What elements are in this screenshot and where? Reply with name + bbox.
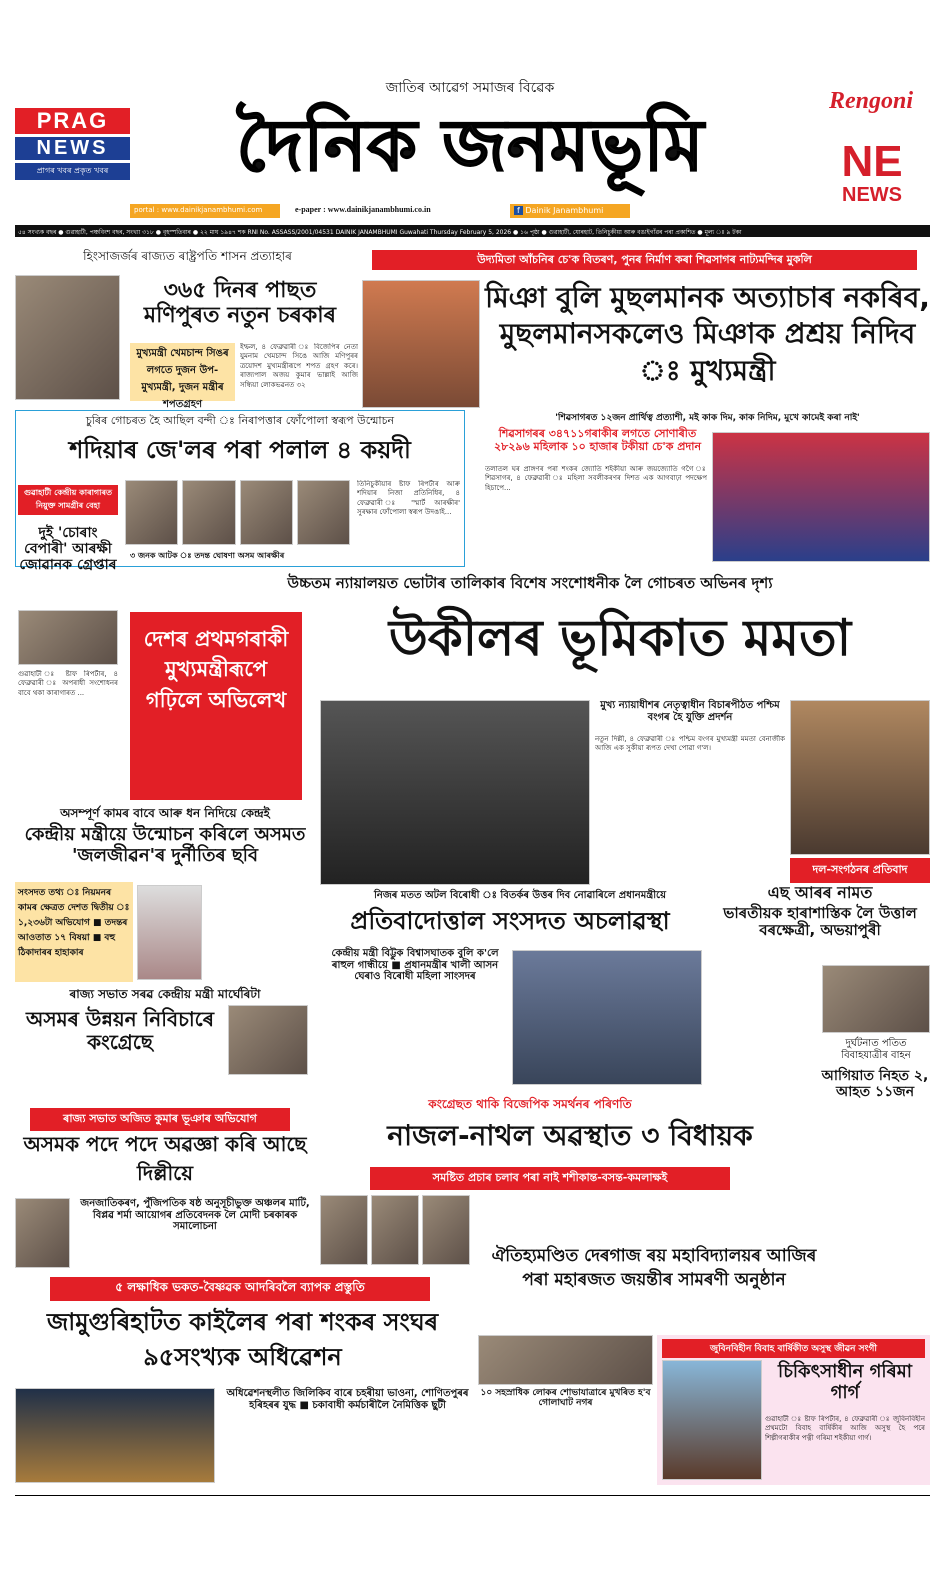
portal-link[interactable]: portal : www.dainikjanambhumi.com — [130, 204, 280, 218]
cm-banner: উদ্যমিতা আঁচনিৰ চে'ক বিতৰণ, পুনৰ নিৰ্মাণ কৰা শিৱসাগৰ নাট্যমন্দিৰ মুকলি — [372, 250, 917, 270]
facebook-link[interactable] — [510, 204, 630, 218]
jj-headline: কেন্দ্ৰীয় মন্ত্ৰীয়ে উন্মোচন কৰিলে অসমত 'জলজীৱন'ৰ দুৰ্নীতিৰ ছবি — [24, 824, 306, 866]
accident-caption: দুৰ্ঘটনাত পতিত বিবাহযাত্ৰীৰ বাহন — [841, 1038, 911, 1061]
dateline-bar: ৫৪ সংখ্যক বছৰ ● গুৱাহাটী, পঞ্চবিংশ বছৰ, সংখ্যা ৩১৮ ● বৃহস্পতিবাৰ ● ২২ মাঘ ১৯৪৭ শক RNI No. ASSASS/2001/04531 DAINIK JANAMBHUMI Guwahati Thursday February 5, 2026 ● ১৬ পৃষ্ঠা ● গুৱাহাটী, যোৰহাট, তিনিচুকীয়া আৰু বঙাইগাঁৱৰ পৰা প্ৰকাশিত ● মূল্য ঃ ৯ টকা — [15, 225, 930, 237]
garima-banner: জুবিনবিহীন বিবাহ বাৰ্ষিকীত অসুস্থ জীৱন সংগী — [662, 1339, 925, 1358]
parl-headline: প্ৰতিবাদোত্তাল সংসদত অচলাৱস্থা — [350, 907, 670, 935]
prag-news-logo — [15, 108, 130, 186]
police-headline: দুই 'চোৰাং বেপাৰী' আৰক্ষী জোৱানক গ্ৰেপ্তাৰ — [19, 525, 117, 574]
epaper-link[interactable]: e-paper : www.dainikjanambhumi.co.in — [295, 205, 431, 214]
sadiya-headline: শদিয়াৰ জে'লৰ পৰা পলাল ৪ কয়দী — [69, 436, 411, 464]
mla-photos — [320, 1195, 470, 1265]
sankar-photo — [15, 1388, 215, 1483]
police-photos — [18, 610, 118, 665]
bhuyan-sub: জনজাতিকৰণ, পুঁজিপতিক ষষ্ঠ অনুসূচীভুক্ত অঞ্চলৰ মাটি, বিপ্লৱ শৰ্মা আয়োগৰ প্ৰতিবেদনক লৈ মোদী চৰকাৰক সমালোচনা — [80, 1198, 310, 1232]
bhuyan-banner: ৰাজ্য সভাত অজিত কুমাৰ ভূঞাৰ অভিযোগ — [30, 1108, 290, 1131]
logo-text: NEWS — [15, 137, 130, 160]
bottom-rule — [15, 1495, 930, 1496]
logo-text: NEWS — [842, 184, 902, 206]
facebook-label: Dainik Janambhumi — [525, 206, 604, 215]
manipur-kicker: হিংসাজৰ্জৰ ৰাজ্যত ৰাষ্ট্ৰপতি শাসন প্ৰত্যাহাৰ — [83, 249, 292, 263]
sankar-headline: জামুগুৰিহাটত কাইলৈৰ পৰা শংকৰ সংঘৰ ৯৫সংখ্যক অধিৱেশন — [46, 1308, 439, 1371]
cm-body: তলাতল ঘৰ প্ৰাঙ্গণৰ পৰা শংকৰ জ্যোতি শইকীয়া আৰু জয়জ্যোতি গগৈ ঃ শিৱসাগৰ, ৪ ফেব্ৰুৱাৰী ঃ মহিলা সবলীকৰণৰ দিশত এক আগবাঢ়া পদক্ষেপ হিচাপে... — [485, 465, 707, 492]
jj-kicker: অসম্পূৰ্ণ কামৰ বাবে আৰু ধন নিদিয়ে কেন্দ্ৰই — [60, 806, 270, 820]
logo-text: NE — [841, 137, 903, 186]
parl-kicker: নিজৰ মতত অটল বিৰোধী ঃ বিতৰ্কৰ উত্তৰ দিব নোৱাৰিলে প্ৰধানমন্ত্ৰীয়ে — [374, 890, 666, 901]
sankar-sub: অধিৱেশনস্থলীত জিলিকিব বাৰে চহৰীয়া ভাওনা, শোণিতপুৰৰ হৰিহৰৰ যুদ্ধ ■ চকাবাধী কৰ্মচাৰীলৈ নৈমিত্তিক ছুটী — [226, 1388, 469, 1411]
facebook-icon: f — [514, 206, 523, 215]
sadiya-kicker: চুৰিৰ গোচৰত হৈ আছিল বন্দী ঃ নিৰাপত্তাৰ ফোঁপোলা স্বৰূপ উন্মোচন — [85, 414, 395, 427]
sankar-banner: ৫ লক্ষাধিক ভকত-বৈষ্ণৱক আদৰিবলৈ ব্যাপক প্ৰস্তুতি — [50, 1277, 430, 1301]
mla-kicker: কংগ্ৰেছত থাকি বিজেপিক সমৰ্থনৰ পৰিণতি — [428, 1097, 632, 1111]
sadiya-photos — [125, 480, 350, 545]
masthead-tagline: জাতিৰ আৱেগ সমাজৰ বিৱেক — [385, 80, 555, 96]
mp-photo — [228, 1005, 308, 1075]
cm-headline: মিঞা বুলি মুছলমানক অত্যাচাৰ নকৰিব, মুছলমানসকলেও মিঞাক প্ৰশ্ৰয় নিদিব ঃ মুখ্যমন্ত্ৰী — [485, 281, 930, 387]
parliament-photo — [512, 950, 702, 1085]
cm-sub: শিৱসাগৰৰ ৩৪৭১১গৰাকীৰ লগতে সোণাৰীত ২৮২৯৬ মহিলাক ১০ হাজাৰ টকীয়া চে'ক প্ৰদান — [493, 427, 702, 453]
sadiya-caption: ৩ জনক আটক ঃ তদন্ত ঘোষণা অসম আৰক্ষীৰ — [130, 551, 285, 560]
escapee-photo — [182, 480, 235, 545]
mp-headline: অসমৰ উন্নয়ন নিবিচাৰে কংগ্ৰেছে — [26, 1007, 214, 1054]
mla-headline: নাজল-নাথল অৱস্থাত ৩ বিধায়ক — [387, 1119, 753, 1152]
escapee-photo — [125, 480, 178, 545]
minister-photo — [137, 885, 202, 980]
police-tag: গুৱাহাটী কেন্দ্ৰীয় কাৰাগাৰত নিয়ুক্ত সামগ্ৰীৰ বেহা — [18, 485, 118, 515]
college-caption: ১০ সহস্ৰাধিক লোকৰ শোভাযাত্ৰাৰে মুখৰিত হ'ব গোলাঘাট নগৰ — [480, 1388, 651, 1409]
mla-banner: সমষ্টিত প্ৰচাৰ চলাব পৰা নাই শশীকান্ত-বসন্ত-কমলাক্ষই — [370, 1167, 730, 1190]
sc-headline: উকীলৰ ভূমিকাত মমতা — [388, 609, 852, 667]
escapee-photo — [297, 480, 350, 545]
protest-photo — [822, 965, 930, 1033]
accident-headline: আগিয়াত নিহত ২, আহত ১১জন — [821, 1068, 929, 1101]
manipur-photo — [15, 275, 120, 400]
sc-kicker: উচ্চতম ন্যায়ালয়ত ভোটাৰ তালিকাৰ বিশেষ সংশোধনীক লৈ গোচৰত অভিনৰ দৃশ্য — [287, 574, 773, 592]
bhuyan-photo — [15, 1198, 70, 1268]
sadiya-body: তিনিচুকীয়াৰ ষ্টাফ ৰিপৰ্টাৰ আৰু শদিয়াৰ নিজা প্ৰতিনিধিৰ, ৪ ফেব্ৰুৱাৰী ঃ 'স্মাৰ্ট আৰক্ষীৰ' সুৰক্ষাৰ ফোঁপোলা স্বৰূপ উদঙাই... — [357, 480, 460, 517]
sc-sub: মুখ্য ন্যায়াধীশৰ নেতৃত্বাধীন বিচাৰপীঠত পশ্চিম বংগৰ হৈ যুক্তি প্ৰদৰ্শন — [600, 700, 780, 723]
mamata-photo — [790, 700, 930, 855]
mla-photo — [371, 1195, 419, 1265]
garima-photo — [662, 1360, 762, 1480]
mp-kicker: ৰাজ্য সভাত সৰৱ কেন্দ্ৰীয় মন্ত্ৰী মাৰ্ঘেৰিটা — [69, 987, 261, 1001]
parl-sub: কেন্দ্ৰীয় মন্ত্ৰী বিট্টুক বিশ্বাসঘাতক বুলি ক'লে ৰাহুল গান্ধীয়ে ■ প্ৰধানমন্ত্ৰীৰ খালী আসন ঘেৰাও বিৰোধী মহিলা সাংসদৰ — [331, 948, 499, 982]
police-body: গুৱাহাটী ঃ ষ্টাফ ৰিপৰ্টাৰ, ৪ ফেব্ৰুৱাৰী ঃ অপৰাধী সংশোধনৰ বাবে থকা কাৰাগাৰত ... — [18, 670, 118, 697]
sc-red-box: দেশৰ প্ৰথমগৰাকী মুখ্যমন্ত্ৰীৰূপে গঢ়িলে অভিলেখ — [130, 612, 302, 800]
college-photo — [478, 1335, 653, 1385]
bhuyan-headline: অসমক পদে পদে অৱজ্ঞা কৰি আছে দিল্লীয়ে — [23, 1132, 307, 1185]
mla-photo — [320, 1195, 368, 1265]
sc-photo — [320, 700, 590, 885]
manipur-box: মুখ্যমন্ত্ৰী খেমচান্দ সিঙৰ লগতে দুজন উপ-মুখ্যমন্ত্ৰী, দুজন মন্ত্ৰীৰ শপতগ্ৰহণ — [130, 343, 235, 401]
sc-tag: দল-সংগঠনৰ প্ৰতিবাদ — [790, 858, 930, 883]
logo-text: Rengoni — [828, 88, 914, 114]
jj-box: সংসদত তথ্য ঃ নিয়মনৰ কামৰ ক্ষেত্ৰত দেশত দ্বিতীয় ঃ ১,২৩৬টা অভিযোগ ■ তদন্তৰ আওতাত ১৭ বিষয়া ■ বহু ঠিকাদাৰৰ হাহাকাৰ — [15, 882, 133, 982]
rengoni-logo — [812, 88, 930, 115]
cm-cheque-photo — [712, 432, 930, 562]
garima-body: গুৱাহাটী ঃ ষ্টাফ ৰিপৰ্টাৰ, ৪ ফেব্ৰুৱাৰী ঃ জুবিনবিহীন প্ৰথমটো বিবাহ বাৰ্ষিকীৰ আজি অসুস্থ হৈ পৰে শিল্পীগৰাকীৰ পত্নী গৰিমা শইকীয়া গাৰ্গ। — [765, 1415, 925, 1442]
sc-body: নতুন দিল্লী, ৪ ফেব্ৰুৱাৰী ঃ পশ্চিম বংগৰ মুখ্যমন্ত্ৰী মমতা বেনাৰ্জীক আজি এক সুকীয়া ৰূপত দেখা পোৱা গ'ল। — [595, 735, 785, 753]
garima-headline: চিকিৎসাধীন গৰিমা গাৰ্গ — [778, 1361, 912, 1403]
logo-text: PRAG — [15, 108, 130, 134]
bd-headline: ভাৰতীয়ক হাৰাশাস্তিক লৈ উত্তাল বৰক্ষেত্ৰী, অভয়াপুৰী — [723, 904, 917, 940]
college-headline: ঐতিহ্যমণ্ডিত দেৰগাজ ৰয় মহাবিদ্যালয়ৰ আজিৰ পৰা মহাৰজত জয়ন্তীৰ সামৰণী অনুষ্ঠান — [491, 1246, 817, 1290]
cm-photo — [362, 280, 480, 408]
ne-news-logo — [822, 137, 922, 207]
manipur-headline: ৩৬৫ দিনৰ পাছত মণিপুৰত নতুন চৰকাৰ — [143, 278, 337, 329]
logo-text: প্ৰাগৰ খবৰ প্ৰকৃত খবৰ — [15, 163, 130, 180]
escapee-photo — [240, 480, 293, 545]
cm-quote: 'শিৱসাগৰত ১২জন প্ৰাৰ্থিত্ব প্ৰত্যাশী, মই কাক দিম, কাক নিদিম, মুখে কামেই কৰা নাই' — [555, 413, 860, 423]
bd-kicker: এছ আৰৰ নামত — [767, 883, 873, 902]
manipur-body: ইম্ফল, ৪ ফেব্ৰুৱাৰী ঃ বিজেপিৰ নেতা যুমনাম খেমচান্দ সিঙে আজি মণিপুৰৰ ত্ৰয়োদশ মুখ্যমন্ত্ৰীৰূপে শপত গ্ৰহণ কৰে। ৰাজ্যপাল অজয় কুমাৰ ভাল্লাই আজি সন্ধিয়া লোকভৱনত ৩২ — [240, 343, 358, 389]
masthead-title: দৈনিক জনমভূমি — [236, 103, 704, 187]
mla-photo — [422, 1195, 470, 1265]
